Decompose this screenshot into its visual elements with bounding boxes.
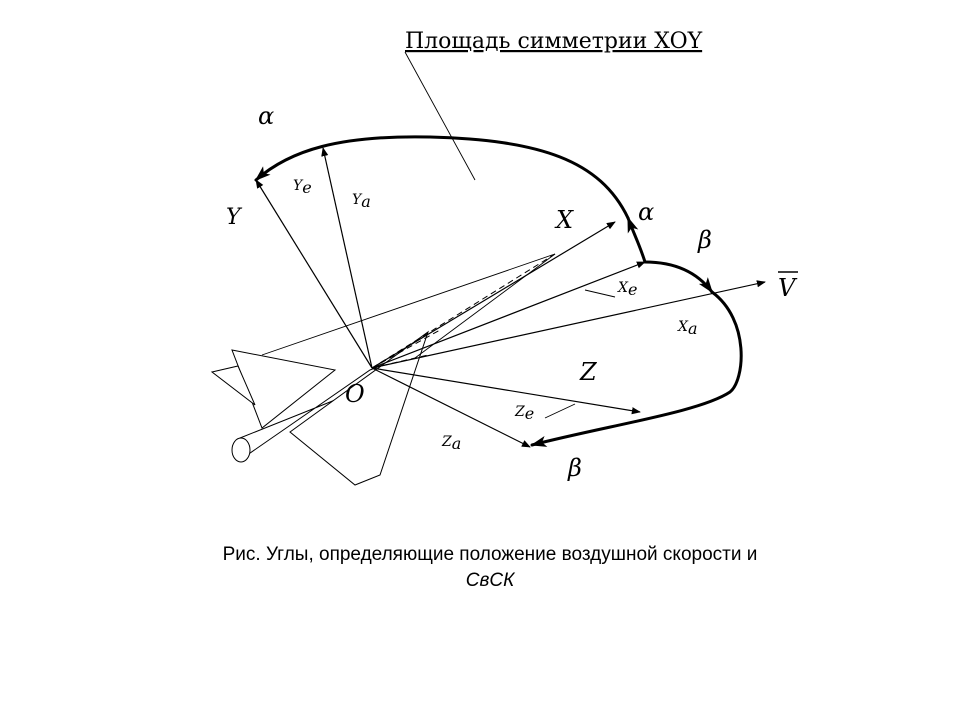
vector-Xe [372,262,645,368]
figure-caption-line2: СвСК [465,570,515,591]
label-Y: Y [226,205,241,230]
vector-Y [256,180,372,368]
engine-nozzle [232,438,250,462]
label-alpha-top: α [258,102,275,130]
label-alpha-right: α [638,198,655,226]
label-Xa: Xa [678,319,698,338]
title-leader-line [405,52,475,180]
ze-leader [545,404,575,418]
arc-beta-top [645,262,712,292]
xe-leader [585,290,615,297]
arc-beta-bottom [532,292,741,445]
vector-V [372,282,765,368]
label-Z: Z [580,358,597,386]
diagram-title: Площадь симметрии XOY [405,29,703,54]
aircraft-lower-wing [290,332,428,485]
symmetry-plane [262,254,555,358]
label-Ya: Ya [352,192,371,211]
label-Xe: Xe [618,280,638,299]
label-Za: Za [442,434,462,453]
figure-caption-line1: Рис. Углы, определяющие положение воздушной скорости и [222,544,758,565]
label-Ye: Ye [293,178,312,197]
aircraft-outline [212,332,428,485]
label-beta-top: β [698,226,712,254]
vector-Ze [372,368,640,412]
label-X: X [556,206,574,234]
label-Ze: Ze [515,404,535,423]
vector-X [372,222,615,368]
label-V: V [778,274,796,302]
vector-Ya [323,148,372,368]
label-origin-O: O [345,380,365,408]
label-beta-bottom: β [568,454,582,482]
